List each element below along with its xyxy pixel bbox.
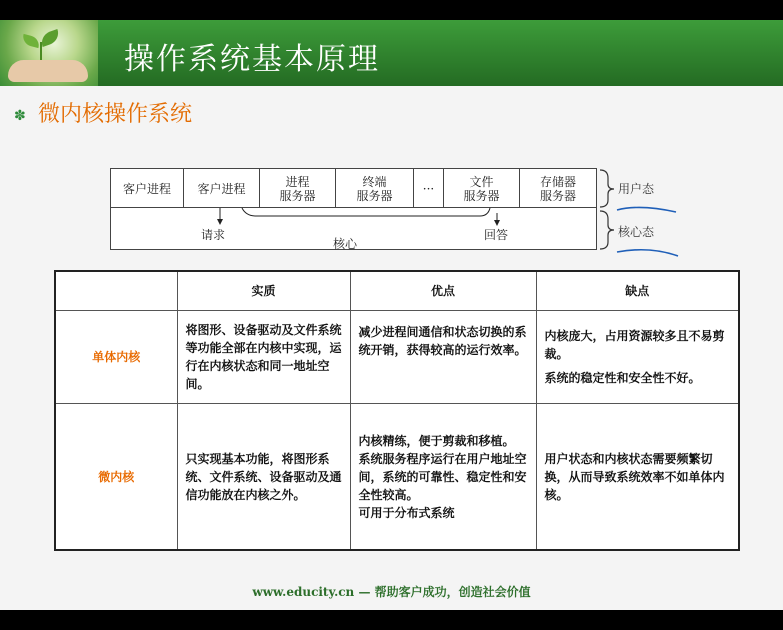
user-cell: 进程 服务器	[260, 169, 336, 208]
table-row	[55, 311, 739, 404]
reply-label: 回答	[484, 228, 509, 242]
kernel-state-label: 核心态	[618, 225, 655, 239]
user-cell: 文件 服务器	[444, 169, 520, 208]
blue-underline	[617, 250, 678, 256]
header-cell: 实质	[177, 271, 350, 311]
slide	[0, 20, 783, 610]
essence-cell: 只实现基本功能，将图形系统、文件系统、设备驱动及通信功能放在内核之外。	[177, 404, 350, 551]
user-cell: 客户进程	[111, 169, 184, 208]
microkernel-diagram	[0, 20, 783, 280]
header-cell	[55, 271, 177, 311]
page-title: 操作系统基本原理	[124, 42, 380, 77]
user-state-brace	[600, 170, 614, 207]
flower-bullet-icon: ✽	[14, 108, 26, 124]
row-label: 微内核	[55, 404, 177, 551]
essence-cell: 将图形、设备驱动及文件系统等功能全部在内核中实现，运行在内核状态和同一地址空间。	[177, 311, 350, 404]
comparison-table	[54, 270, 740, 551]
table-header-row	[55, 271, 739, 311]
header-cell: 缺点	[536, 271, 739, 311]
user-cell: 存储器 服务器	[539, 174, 576, 203]
cons-cell: 用户状态和内核状态需要频繁切换，从而导致系统效率不如单体内核。	[536, 404, 739, 551]
pros-cell	[350, 404, 536, 551]
user-state-label: 用户态	[618, 182, 655, 196]
pros-text: 内核精练，便于剪裁和移植。	[358, 433, 515, 448]
cons-text: 系统的稳定性和安全性不好。	[544, 371, 701, 385]
pros-text: 系统服务程序运行在用户地址空间，系统的可靠性、稳定性和安全性较高。	[358, 451, 527, 502]
footer-slogan: www.educity.cn — 帮助客户成功，创造社会价值	[252, 585, 531, 599]
section-subtitle: 微内核操作系统	[38, 102, 193, 127]
kernel-state-brace	[600, 211, 614, 249]
table-row	[55, 404, 739, 551]
user-cell: ···	[414, 169, 444, 208]
header-cell: 优点	[350, 271, 536, 311]
blue-underline	[617, 207, 676, 212]
kernel-label: 核心	[333, 237, 358, 251]
kernel-path-line	[242, 208, 490, 216]
cons-text: 内核庞大，占用资源较多且不易剪裁。	[544, 329, 725, 361]
row-label: 单体内核	[55, 311, 177, 404]
diagram-arrows	[0, 20, 783, 280]
user-cell: 客户进程	[184, 169, 260, 208]
cons-cell	[536, 311, 739, 404]
pros-cell: 减少进程间通信和状态切换的系统开销，获得较高的运行效率。	[350, 311, 536, 404]
request-label: 请求	[201, 228, 226, 242]
user-cell: 终端 服务器	[336, 169, 414, 208]
pros-text: 可用于分布式系统	[358, 505, 455, 520]
